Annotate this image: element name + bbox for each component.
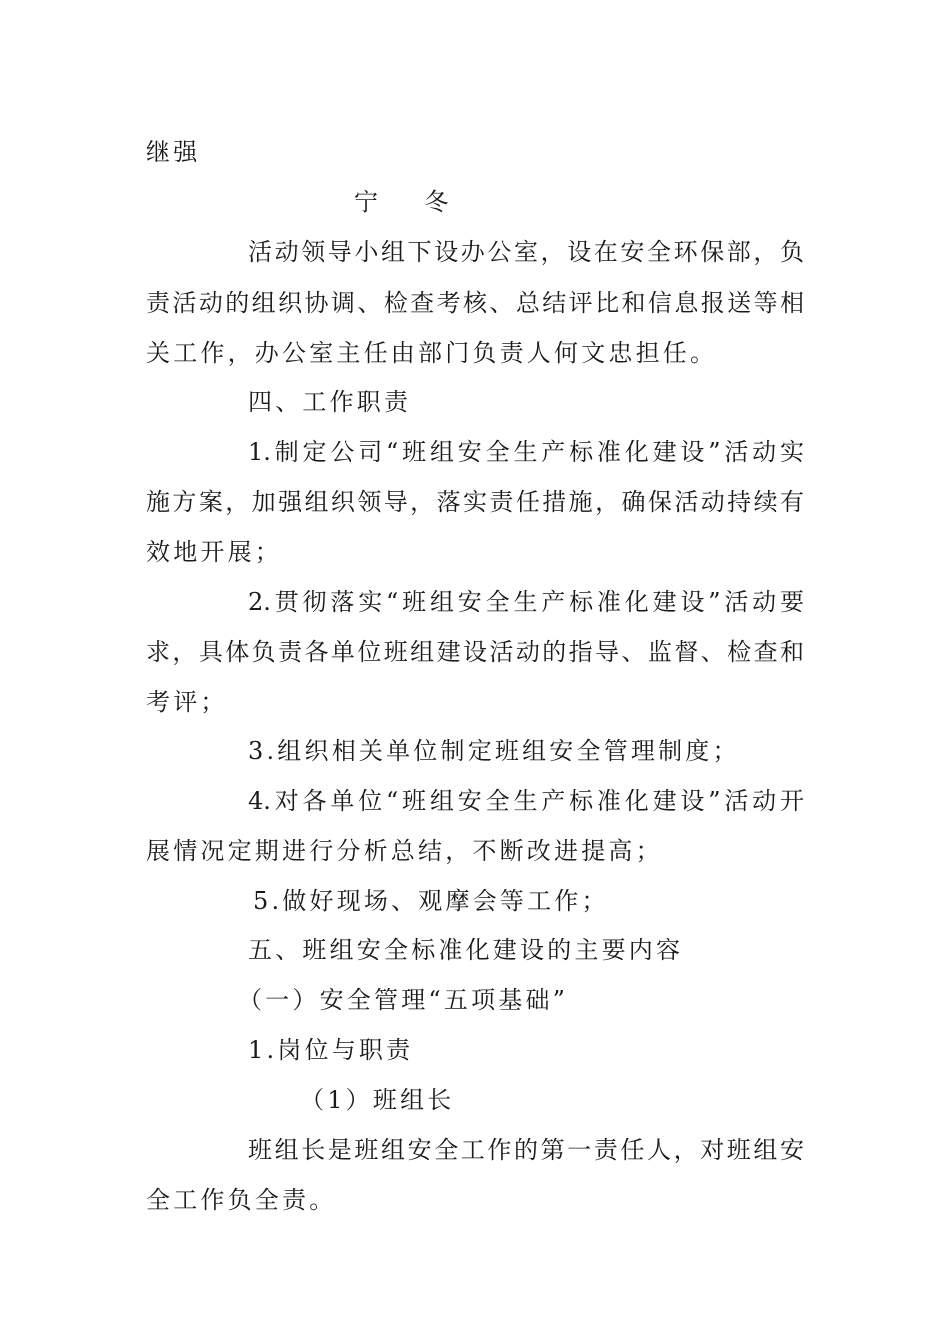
item-heading: 1.岗位与职责: [248, 1036, 414, 1064]
list-item-line: 1.制定公司“班组安全生产标准化建设”活动实: [248, 438, 804, 466]
paragraph-line: 责活动的组织协调、检查考核、总结评比和信息报送等相: [146, 289, 804, 317]
list-item-line: 施方案，加强组织领导，落实责任措施，确保活动持续有: [146, 488, 804, 516]
list-item-line: 4.对各单位“班组安全生产标准化建设”活动开: [248, 787, 804, 815]
paragraph-line: 全工作负全责。: [146, 1186, 337, 1214]
section-heading: 四、工作职责: [248, 388, 412, 416]
list-item-line: 考评；: [146, 688, 228, 716]
text-line-signature-2: 宁 冬: [354, 188, 452, 216]
paragraph-line: 班组长是班组安全工作的第一责任人，对班组安: [248, 1136, 804, 1164]
list-item-line: 求，具体负责各单位班组建设活动的指导、监督、检查和: [146, 638, 804, 666]
list-item-line: 3.组织相关单位制定班组安全管理制度；: [248, 737, 740, 765]
list-item-line: 展情况定期进行分析总结，不断改进提高；: [146, 837, 663, 865]
list-item-line: 5.做好现场、观摩会等工作；: [253, 887, 609, 915]
subsection-heading: （一）安全管理“五项基础”: [238, 986, 569, 1014]
text-line-signature-1: 继强: [146, 138, 201, 166]
list-item-line: 2.贯彻落实“班组安全生产标准化建设”活动要: [248, 588, 804, 616]
section-heading: 五、班组安全标准化建设的主要内容: [248, 936, 684, 964]
list-item-line: 效地开展；: [146, 538, 282, 566]
paragraph-line: 活动领导小组下设办公室，设在安全环保部，负: [248, 238, 804, 266]
paragraph-line: 关工作，办公室主任由部门负责人何文忠担任。: [146, 339, 718, 367]
sub-item-heading: （1）班组长: [300, 1086, 455, 1114]
